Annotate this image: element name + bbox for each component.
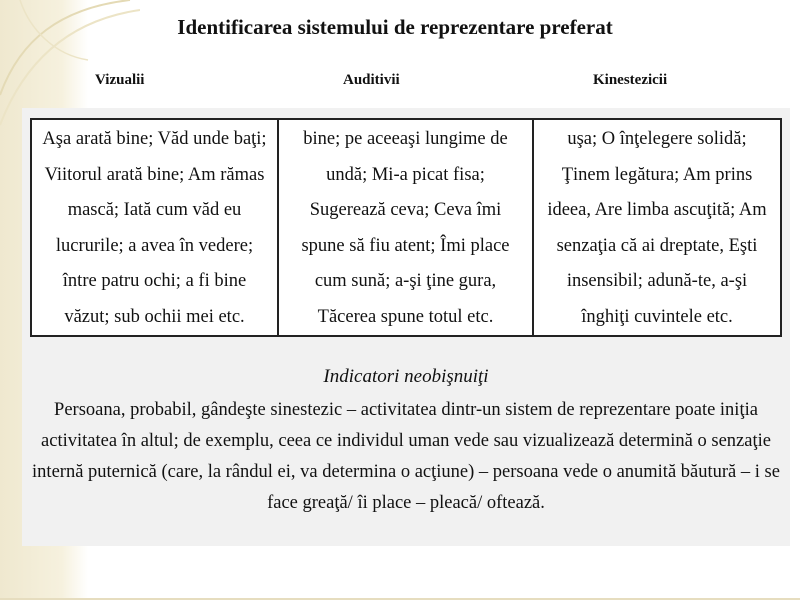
column-heading-kinesthetic: Kinestezicii	[593, 72, 668, 88]
auditory-expressions-cell: bine; pe aceeaşi lungime de undă; Mi-a picat fisa; Sugerează ceva; Ceva îmi spune să fiu atent; Îmi place cum sună; a-şi ţine gura, Tăcerea spune totul etc.	[278, 119, 533, 336]
indicators-body: Persoana, probabil, gândeşte sinestezic – activitatea dintr-un sistem de reprezentare poate iniţia activitatea în altul; de exemplu, ceea ce individul uman vede sau vizualizează determină o senzaţie internă puternică (care, la rândul ei, va determina o acţiune) – persoana vede o anumită băutură – i se face greaţă/ îi place – pleacă/ oftează.	[32, 400, 780, 513]
slide-title: Identificarea sistemului de reprezentare preferat	[177, 15, 613, 39]
column-heading-visual: Vizualii	[95, 72, 145, 88]
kinesthetic-expressions-cell: uşa; O înţelegere solidă; Ţinem legătura; Am prins ideea, Are limba ascuţită; Am senzaţia că ai dreptate, Eşti insensibil; adună-te, a-şi înghiţi cuvintele etc.	[533, 119, 781, 336]
visual-expressions-cell: Aşa arată bine; Văd unde baţi; Viitorul arată bine; Am rămas mască; Iată cum văd eu lucrurile; a avea în vedere; între patru ochi; a fi bine văzut; sub ochii mei etc.	[31, 119, 278, 336]
expressions-table	[30, 118, 782, 337]
indicators-title: Indicatori neobişnuiţi	[323, 366, 489, 387]
column-heading-auditory: Auditivii	[343, 72, 400, 88]
table-row	[31, 119, 781, 336]
